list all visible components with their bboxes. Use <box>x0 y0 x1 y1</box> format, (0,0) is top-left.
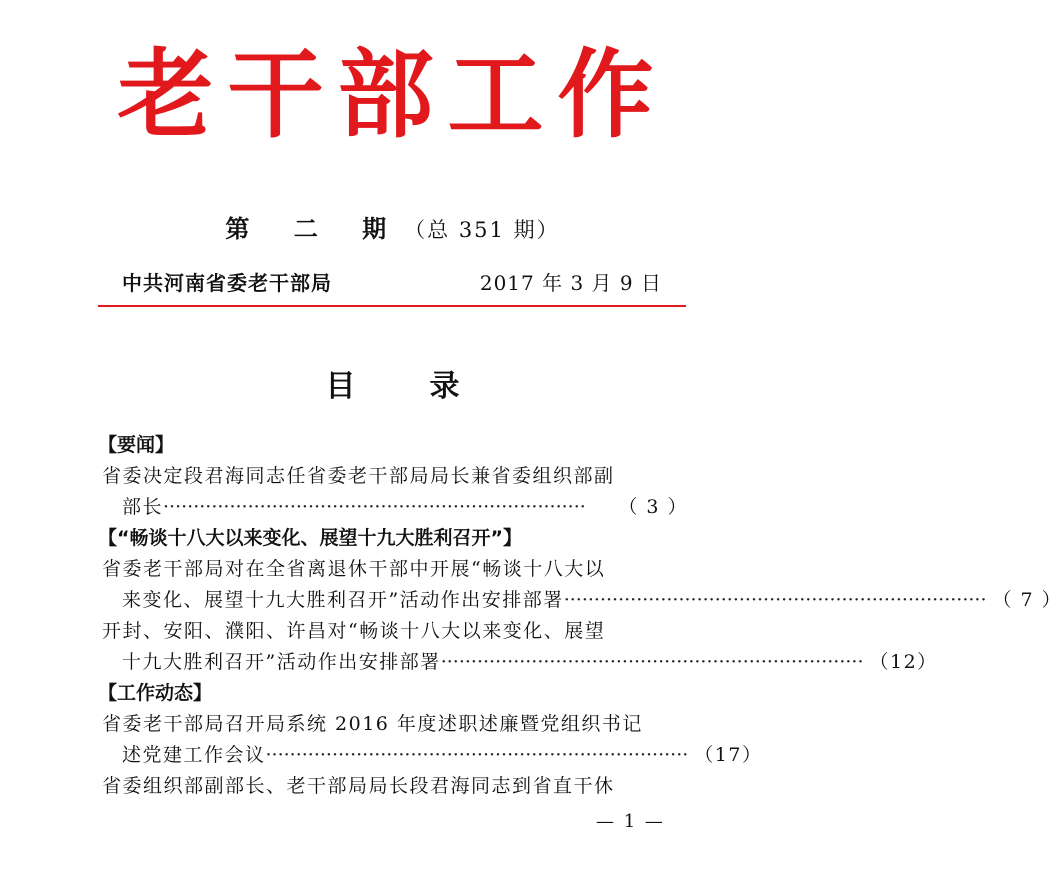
toc-entry[interactable] <box>98 554 1062 616</box>
toc-entry-page: （12） <box>869 651 938 673</box>
red-divider <box>98 305 686 307</box>
toc-entry-page: （17） <box>694 744 763 766</box>
issue-number: 第 二 期 <box>225 215 405 243</box>
toc-entry-title: 省委决定段君海同志任省委老干部局局长兼省委组织部副 <box>102 465 615 487</box>
dot-leader: ······································································ <box>265 744 689 766</box>
toc-entry-title-cont: 部长 <box>122 496 164 518</box>
toc-entry-title-cont: 述党建工作会议 <box>122 744 266 766</box>
toc-entry[interactable] <box>98 771 688 802</box>
toc-entry[interactable] <box>98 616 938 678</box>
dot-leader: ······································································ <box>163 496 586 518</box>
page-number: — 1 — <box>596 811 665 832</box>
toc-section-heading: 【要闻】 <box>98 434 175 456</box>
publish-date: 2017 年 3 月 9 日 <box>479 271 662 295</box>
toc-entry-page: （ 7 ） <box>992 589 1062 611</box>
publisher-org: 中共河南省委老干部局 <box>122 271 332 295</box>
toc-entry-title: 开封、安阳、濮阳、许昌对“畅谈十八大以来变化、展望 <box>102 620 606 642</box>
toc-title: 目录 <box>325 369 534 404</box>
toc-section-heading: 【“畅谈十八大以来变化、展望十九大胜利召开”】 <box>98 527 522 549</box>
table-of-contents <box>98 430 1062 802</box>
toc-entry-title: 省委老干部局对在全省离退休干部中开展“畅谈十八大以 <box>102 558 606 580</box>
toc-entry-title-cont: 来变化、展望十九大胜利召开”活动作出安排部署 <box>122 589 564 611</box>
toc-entry[interactable] <box>98 709 763 771</box>
toc-entry-title-cont: 十九大胜利召开”活动作出安排部署 <box>122 651 441 673</box>
dot-leader: ······································································ <box>563 589 987 611</box>
issue-info <box>0 212 785 247</box>
issue-total: （总 351 期） <box>404 218 560 242</box>
masthead-title: 老干部工作 <box>117 39 668 151</box>
toc-entry-page: （ 3 ） <box>618 496 688 518</box>
dot-leader: ······································································ <box>440 651 864 673</box>
toc-entry-title: 省委老干部局召开局系统 2016 年度述职述廉暨党组织书记 <box>102 713 643 735</box>
publisher-row <box>122 268 662 298</box>
toc-entry-title: 省委组织部副部长、老干部局局长段君海同志到省直干休 <box>102 775 615 797</box>
toc-section-heading: 【工作动态】 <box>98 682 213 704</box>
toc-entry[interactable] <box>98 461 688 523</box>
